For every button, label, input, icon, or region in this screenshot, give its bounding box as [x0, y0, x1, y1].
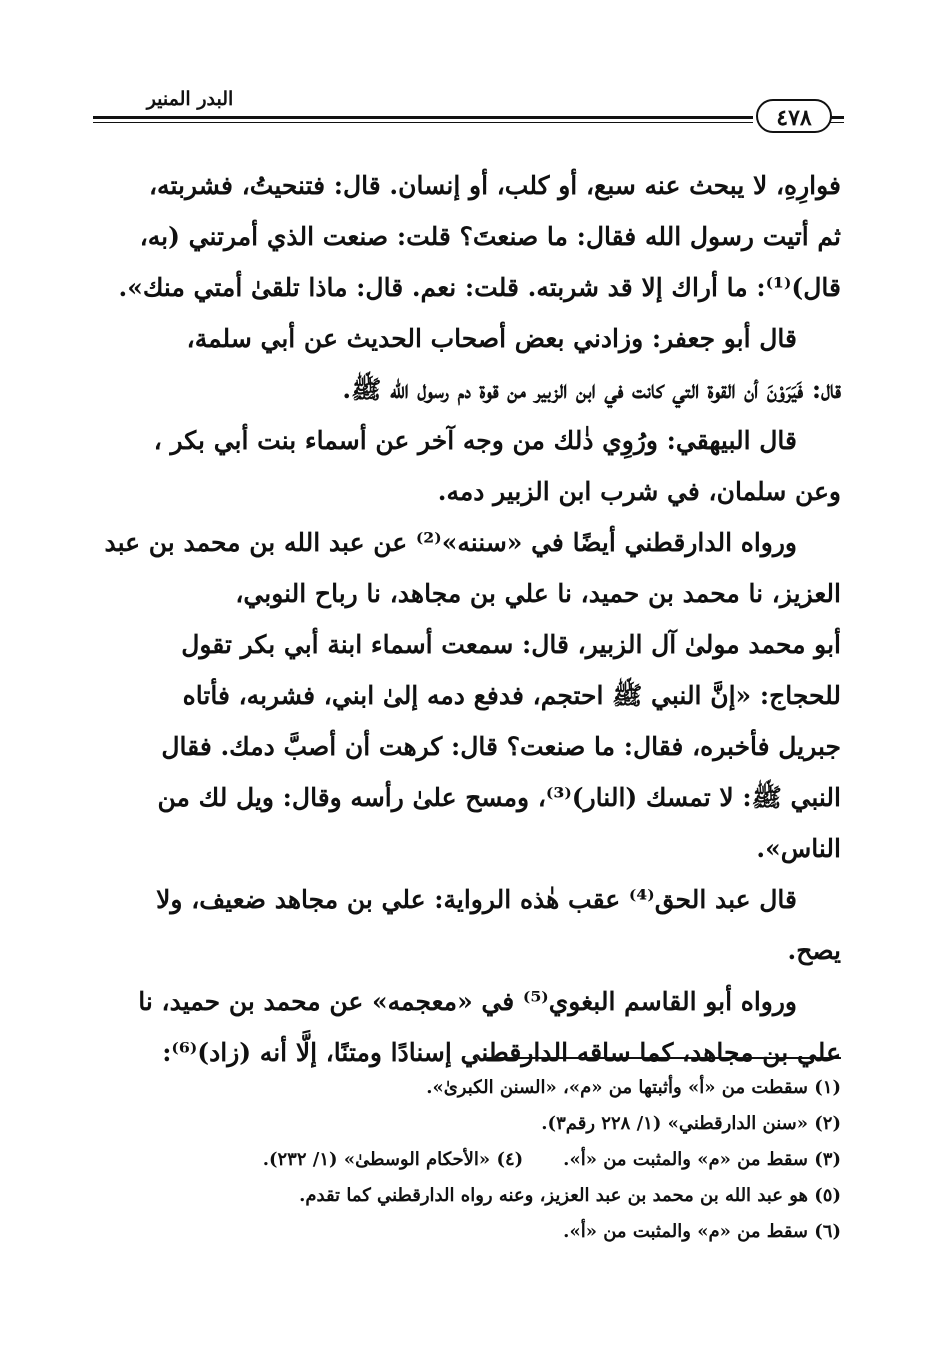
text-line: النبي ﷺ: لا تمسك (النار)⁽³⁾، ومسح علىٰ رأسه وقال: ويل لك من — [157, 783, 841, 812]
footnote: (٢) «سنن الدارقطني» (١/ ٢٢٨ رقم٣). — [541, 1113, 841, 1134]
footnote: (٤) «الأحكام الوسطىٰ» (١/ ٢٣٢). — [262, 1149, 524, 1170]
text-line: ثم أتيت رسول الله فقال: ما صنعتَ؟ قلت: صنعت الذي أمرتني (به، — [139, 222, 841, 251]
text-line: وعن سلمان، في شرب ابن الزبير دمه. — [437, 477, 841, 506]
text-line: قال أبو جعفر: وزادني بعض أصحاب الحديث عن أبي سلمة، — [186, 324, 797, 353]
text-line: العزيز، نا محمد بن حميد، نا علي بن مجاهد، نا رباح النوبي، — [235, 579, 841, 608]
text-line: أبو محمد مولىٰ آل الزبير، قال: سمعت أسماء ابنة أبي بكر تقول — [181, 630, 841, 659]
text-line: قال)⁽¹⁾: ما أراك إلا قد شربته. قلت: نعم. قال: ماذا تلقىٰ أمتي منك». — [118, 273, 841, 302]
running-title: البدر المنير — [146, 88, 234, 110]
main-text — [96, 160, 841, 1078]
text-line: قال البيهقي: ورُوِي ذٰلك من وجه آخر عن أسماء بنت أبي بكر ، — [153, 426, 797, 455]
header-rule-tail — [830, 116, 844, 123]
text-line: قال عبد الحق⁽⁴⁾ عقب هٰذه الرواية: علي بن مجاهد ضعيف، ولا — [156, 885, 797, 914]
footnotes — [150, 1070, 841, 1250]
text-line: للحجاج: «إنَّ النبي ﷺ احتجم، فدفع دمه إلىٰ ابني، فشربه، فأتاه — [182, 681, 841, 710]
footnote: (١) سقطت من «أ» وأثبتها من «م»، «السنن الكبرىٰ». — [426, 1077, 841, 1098]
footnote-pair — [150, 1142, 841, 1178]
footnote-separator — [487, 1057, 841, 1059]
text-line: ورواه أبو القاسم البغوي⁽⁵⁾ في «معجمه» عن محمد بن حميد، نا — [138, 987, 797, 1016]
text-line: علي بن مجاهد، كما ساقه الدارقطني إسنادًا ومتنًا، إلَّا أنه (زاد)⁽⁶⁾: — [162, 1038, 841, 1067]
footnote: (٥) هو عبد الله بن محمد بن عبد العزيز، وعنه رواه الدارقطني كما تقدم. — [299, 1185, 841, 1206]
footnote: (٣) سقط من «م» والمثبت من «أ». — [563, 1149, 841, 1170]
text-line: فوارِهِ، لا يبحث عنه سبع، أو كلب، أو إنسان. قال: فتنحيتُ، فشربته، — [148, 171, 841, 200]
text-line: ورواه الدارقطني أيضًا في «سننه»⁽²⁾ عن عبد الله بن محمد بن عبد — [104, 528, 797, 557]
text-line: جبريل فأخبره، فقال: ما صنعت؟ قال: كرهت أن أصبَّ دمك. فقال — [161, 732, 841, 761]
text-line: الناس». — [756, 834, 841, 863]
page-number: ٤٧٨ — [756, 99, 832, 133]
text-line: قال: فَيَرَوْنَ أن القوة التي كانت في ابن الزبير من قوة دم رسول الله ﷺ. — [342, 375, 841, 404]
header-rule — [93, 116, 753, 123]
footnote: (٦) سقط من «م» والمثبت من «أ». — [563, 1221, 841, 1242]
text-line: يصح. — [787, 936, 841, 965]
